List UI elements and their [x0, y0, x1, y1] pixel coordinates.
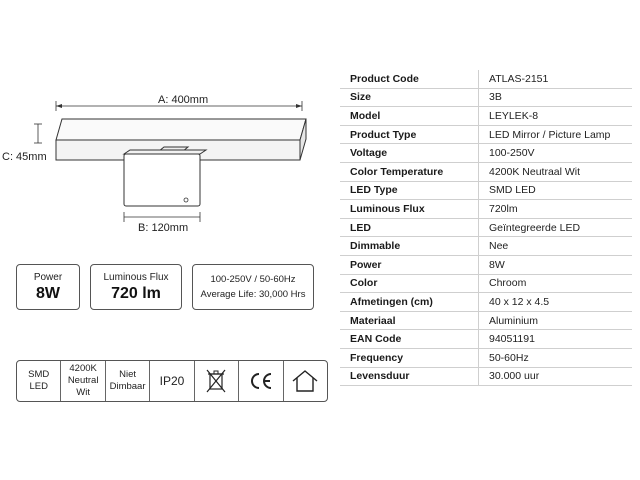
- color-temp-value: 4200K: [69, 363, 97, 374]
- spec-row: [340, 255, 632, 274]
- spec-row: [340, 181, 632, 200]
- height-dimension-label: C: 45mm: [2, 151, 47, 163]
- spec-value: LEYLEK-8: [479, 107, 633, 126]
- power-box: [16, 264, 80, 310]
- lamp-dimension-drawing: [0, 0, 330, 250]
- luminous-flux-box-label: Luminous Flux: [103, 272, 169, 283]
- led-text: LED: [29, 381, 48, 392]
- spec-row: [340, 144, 632, 163]
- spec-row: [340, 293, 632, 312]
- spec-value: Nee: [479, 237, 633, 256]
- spec-row: [340, 125, 632, 144]
- color-temp-badge: [61, 361, 105, 401]
- weee-badge: [195, 361, 239, 401]
- spec-value: 8W: [479, 255, 633, 274]
- spec-row: [340, 218, 632, 237]
- spec-value: 50-60Hz: [479, 348, 633, 367]
- spec-value: LED Mirror / Picture Lamp: [479, 125, 633, 144]
- spec-key: Afmetingen (cm): [340, 293, 479, 312]
- spec-row: [340, 88, 632, 107]
- spec-key: Luminous Flux: [340, 200, 479, 219]
- spec-key: Dimmable: [340, 237, 479, 256]
- spec-key: Product Code: [340, 70, 479, 88]
- spec-key: Levensduur: [340, 367, 479, 386]
- ce-badge: [239, 361, 283, 401]
- spec-key: Color: [340, 274, 479, 293]
- spec-key: Power: [340, 255, 479, 274]
- weee-bin-icon: [205, 368, 227, 394]
- voltage-life-box: [192, 264, 314, 310]
- spec-value: Aluminium: [479, 311, 633, 330]
- spec-value: 100-250V: [479, 144, 633, 163]
- power-box-value: 8W: [36, 285, 60, 302]
- spec-key: Size: [340, 88, 479, 107]
- spec-table: [340, 70, 632, 386]
- spec-row: [340, 70, 632, 88]
- spec-key: Product Type: [340, 125, 479, 144]
- spec-value: 40 x 12 x 4.5: [479, 293, 633, 312]
- dimmable-line2: Dimbaar: [109, 381, 146, 392]
- spec-key: LED: [340, 218, 479, 237]
- spec-key: EAN Code: [340, 330, 479, 349]
- spec-value: 94051191: [479, 330, 633, 349]
- power-box-label: Power: [33, 272, 63, 283]
- spec-key: Color Temperature: [340, 162, 479, 181]
- spec-row: [340, 367, 632, 386]
- spec-value: 30.000 uur: [479, 367, 633, 386]
- spec-key: Model: [340, 107, 479, 126]
- indoor-house-icon: [291, 369, 319, 393]
- ip-rating-badge: [150, 361, 194, 401]
- spec-key: Voltage: [340, 144, 479, 163]
- spec-row: [340, 162, 632, 181]
- spec-value: 720lm: [479, 200, 633, 219]
- dimmable-badge: [106, 361, 150, 401]
- spec-row: [340, 311, 632, 330]
- spec-value: Geïntegreerde LED: [479, 218, 633, 237]
- ip-rating-text: IP20: [159, 374, 185, 388]
- ce-mark-icon: [248, 371, 274, 391]
- spec-row: [340, 107, 632, 126]
- width-dimension-label: A: 400mm: [158, 94, 209, 106]
- feature-badge-row: [16, 360, 328, 402]
- smd-text: SMD: [28, 369, 50, 380]
- spec-row: [340, 330, 632, 349]
- spec-row: [340, 274, 632, 293]
- luminous-flux-box: [90, 264, 182, 310]
- spec-row: [340, 200, 632, 219]
- spec-key: Materiaal: [340, 311, 479, 330]
- luminous-flux-box-value: 720 lm: [111, 285, 161, 302]
- spec-row: [340, 237, 632, 256]
- spec-value: 4200K Neutraal Wit: [479, 162, 633, 181]
- spec-key: Frequency: [340, 348, 479, 367]
- color-temp-name: Neutral Wit: [67, 375, 99, 398]
- indoor-badge: [284, 361, 327, 401]
- average-life-line: Average Life: 30,000 Hrs: [200, 289, 306, 300]
- spec-key: LED Type: [340, 181, 479, 200]
- spec-value: 3B: [479, 88, 633, 107]
- spec-value: Chroom: [479, 274, 633, 293]
- spec-value: SMD LED: [479, 181, 633, 200]
- dimmable-line1: Niet: [119, 369, 136, 380]
- spec-row: [340, 348, 632, 367]
- smd-led-badge: [17, 361, 61, 401]
- spec-value: ATLAS-2151: [479, 70, 633, 88]
- depth-dimension-label: B: 120mm: [138, 222, 189, 234]
- voltage-line: 100-250V / 50-60Hz: [210, 274, 296, 285]
